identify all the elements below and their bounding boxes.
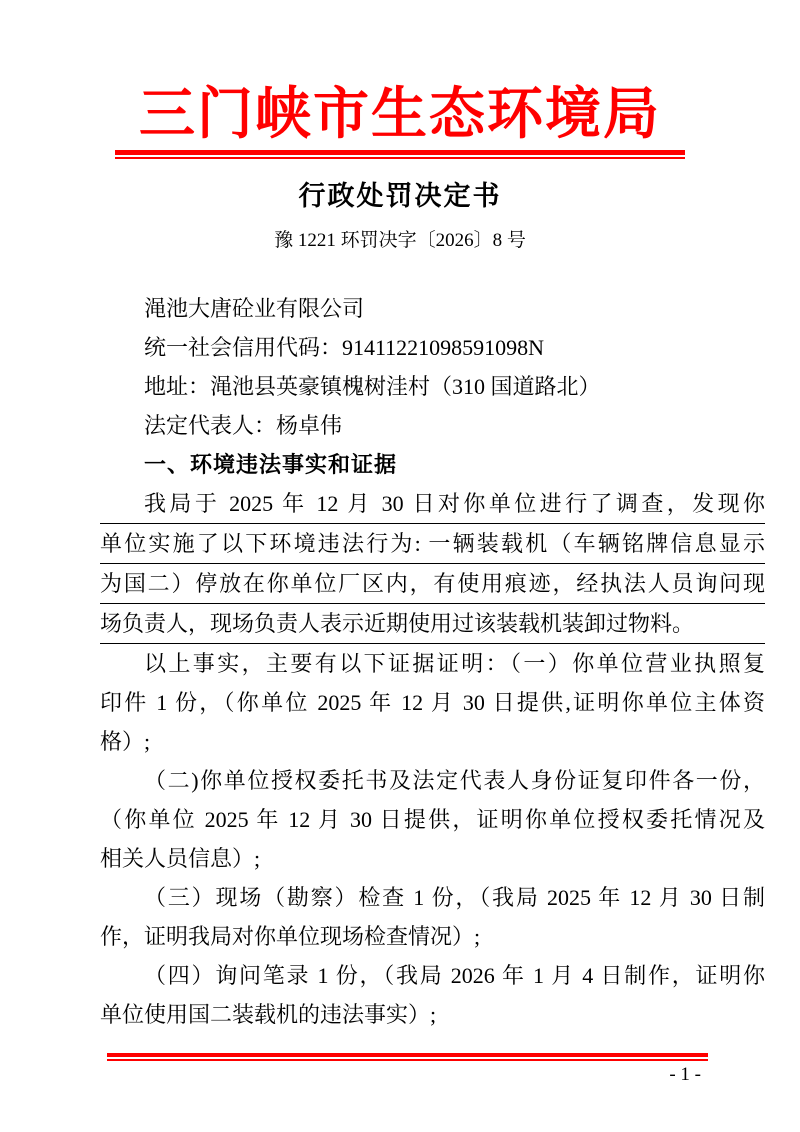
evidence-paragraph-2 [100,761,765,878]
evidence-line: 印件 1 份，（你单位 2025 年 12 月 30 日提供,证明你单位主体资 [100,690,765,715]
footer-double-rule [107,1053,708,1061]
evidence-line: 以上事实，主要有以下证据证明：（一）你单位营业执照复 [144,651,765,676]
evidence-paragraph-3 [100,878,765,956]
recipient-company: 渑池大唐砼业有限公司 [144,296,365,321]
evidence-paragraph-4 [100,956,765,1034]
evidence-line: （你单位 2025 年 12 月 30 日提供，证明你单位授权委托情况及 [100,807,765,832]
evidence-line: 作，证明我局对你单位现场检查情况）; [100,924,481,949]
facts-line: 我局于 2025 年 12 月 30 日对你单位进行了调查，发现你 [100,484,765,524]
facts-line: 为国二）停放在你单位厂区内，有使用痕迹，经执法人员询问现 [100,564,765,604]
evidence-paragraph-1 [100,644,765,761]
facts-line: 场负责人，现场负责人表示近期使用过该装载机装卸过物料。 [100,604,765,644]
evidence-line: 相关人员信息）; [100,846,261,871]
page-number: - 1 - [669,1064,701,1085]
facts-line: 单位实施了以下环境违法行为: 一辆装载机（车辆铭牌信息显示 [100,524,765,564]
recipient-legal-representative: 法定代表人：杨卓伟 [144,413,343,438]
recipient-address: 地址：渑池县英豪镇槐树洼村（310 国道路北） [144,374,601,399]
document-number: 豫 1221 环罚决字〔2026〕8 号 [274,230,526,251]
evidence-line: 格）; [100,729,151,754]
evidence-line: （二)你单位授权委托书及法定代表人身份证复印件各一份， [144,768,765,793]
recipient-credit-code: 统一社会信用代码：91411221098591098N [144,335,545,360]
document-body [100,289,765,1034]
evidence-line: （四）询问笔录 1 份，（我局 2026 年 1 月 4 日制作，证明你 [144,963,765,988]
header-double-rule [115,150,685,159]
facts-paragraph [100,484,765,644]
evidence-line: （三）现场（勘察）检查 1 份，（我局 2025 年 12 月 30 日制 [144,885,765,910]
agency-title: 三门峡市生态环境局 [139,84,661,146]
section-1-heading: 一、环境违法事实和证据 [144,452,398,477]
document-title: 行政处罚决定书 [298,181,502,211]
evidence-line: 单位使用国二装载机的违法事实）; [100,1002,437,1027]
